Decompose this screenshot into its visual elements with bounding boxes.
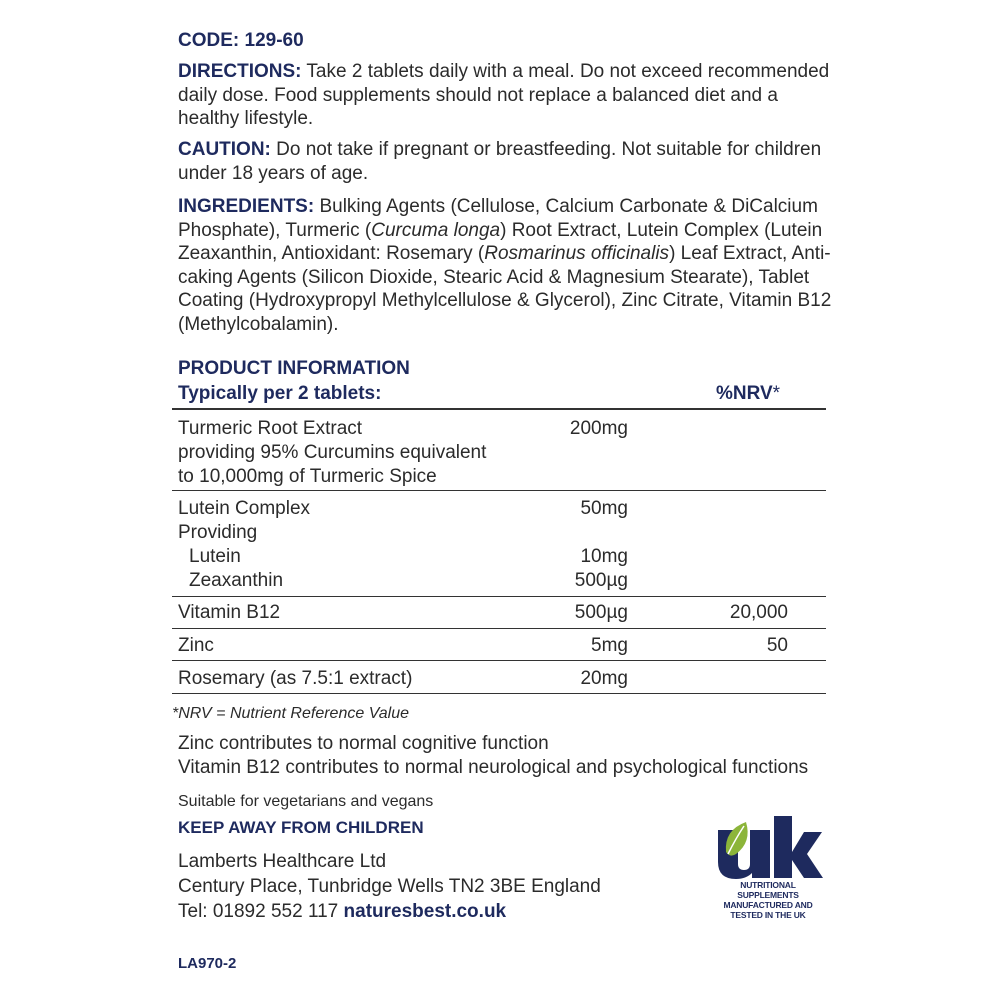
table-divider [172, 596, 826, 597]
uk-caption-line-3: TESTED IN THE UK [730, 910, 806, 920]
b12-nrv: 20,000 [729, 602, 788, 623]
directions-text: Take 2 tablets daily with a meal. Do not exceed recommended daily dose. Food supplements should not replace a balanced diet and a healthy lifestyle. [178, 61, 830, 129]
table-divider [172, 660, 826, 661]
table-divider [172, 490, 826, 491]
rosemary-amount: 20mg [580, 668, 628, 689]
b12-name: Vitamin B12 [178, 602, 281, 623]
ingredients-section [178, 195, 838, 336]
lutein-line-2: Providing [178, 522, 258, 543]
uk-caption-line-2: MANUFACTURED AND [723, 900, 813, 910]
lutein-sub-2-amount: 500µg [574, 570, 628, 591]
turmeric-line-2: providing 95% Curcumins equivalent [178, 442, 487, 463]
nrv-column-header [716, 383, 780, 405]
telephone: Tel: 01892 552 117 [178, 901, 344, 922]
directions-label: DIRECTIONS: [178, 61, 302, 82]
ingredients-text-1: Bulking Agents (Cellulose, Calcium Carbonate & DiCalcium Phosphate), Turmeric ( [178, 196, 818, 241]
lutein-amount: 50mg [580, 498, 628, 519]
ingredients-text-2: ) Root Extract, Lutein Complex (Lutein Zeaxanthin, Antioxidant: Rosemary ( [178, 219, 823, 264]
nrv-header-text: %NRV [716, 383, 773, 404]
table-divider [172, 628, 826, 629]
product-code: CODE: 129-60 [178, 30, 304, 51]
turmeric-line-1: Turmeric Root Extract [178, 418, 363, 439]
ingredients-latin-1: Curcuma longa [371, 219, 501, 241]
lutein-sub-1: Lutein [189, 546, 241, 567]
product-info-title: PRODUCT INFORMATION [178, 358, 410, 379]
lutein-sub-2: Zeaxanthin [189, 570, 284, 591]
rosemary-name: Rosemary (as 7.5:1 extract) [178, 668, 413, 689]
company-name: Lamberts Healthcare Ltd [178, 851, 387, 872]
lot-code: LA970-2 [178, 955, 237, 972]
zinc-amount: 5mg [591, 635, 628, 656]
table-divider [172, 693, 826, 694]
table-divider [172, 408, 826, 410]
contact-line [178, 901, 506, 923]
caution-section [178, 138, 838, 185]
website-link[interactable]: naturesbest.co.uk [343, 901, 507, 922]
ingredients-latin-2: Rosmarinus officinalis [484, 243, 670, 264]
ingredients-label: INGREDIENTS: [178, 196, 315, 217]
turmeric-line-3: to 10,000mg of Turmeric Spice [178, 466, 437, 487]
zinc-nrv: 50 [766, 635, 788, 656]
ingredients-text-3: ) Leaf Extract, Anti-caking Agents (Silicon Dioxide, Stearic Acid & Magnesium Stearate), Tablet Coating (Hydroxypropyl Methylcellulose & Glycerol), Zinc Citrate, Vitamin B12 (Methylcobalamin). [178, 243, 832, 335]
uk-caption-line-1: NUTRITIONAL SUPPLEMENTS [737, 880, 799, 900]
keep-away-warning: KEEP AWAY FROM CHILDREN [178, 818, 424, 837]
b12-amount: 500µg [574, 602, 628, 623]
uk-k-letter [774, 816, 823, 878]
turmeric-amount: 200mg [569, 418, 628, 439]
suitable-note: Suitable for vegetarians and vegans [178, 793, 434, 810]
caution-label: CAUTION: [178, 139, 271, 160]
caution-text: Do not take if pregnant or breastfeeding. Not suitable for children under 18 years of age. [178, 139, 822, 184]
directions-section [178, 60, 838, 131]
nrv-header-asterisk: * [772, 383, 781, 404]
uk-badge-caption [712, 880, 824, 920]
nrv-footnote: *NRV = Nutrient Reference Value [172, 705, 410, 722]
leaf-icon [726, 822, 748, 856]
product-info-subtitle: Typically per 2 tablets: [178, 383, 382, 404]
lutein-line-1: Lutein Complex [178, 498, 311, 519]
company-address: Century Place, Tunbridge Wells TN2 3BE England [178, 876, 601, 897]
claim-b12: Vitamin B12 contributes to normal neurological and psychological functions [178, 757, 809, 778]
lutein-sub-1-amount: 10mg [580, 546, 628, 567]
claim-zinc: Zinc contributes to normal cognitive function [178, 733, 549, 754]
zinc-name: Zinc [178, 635, 214, 656]
